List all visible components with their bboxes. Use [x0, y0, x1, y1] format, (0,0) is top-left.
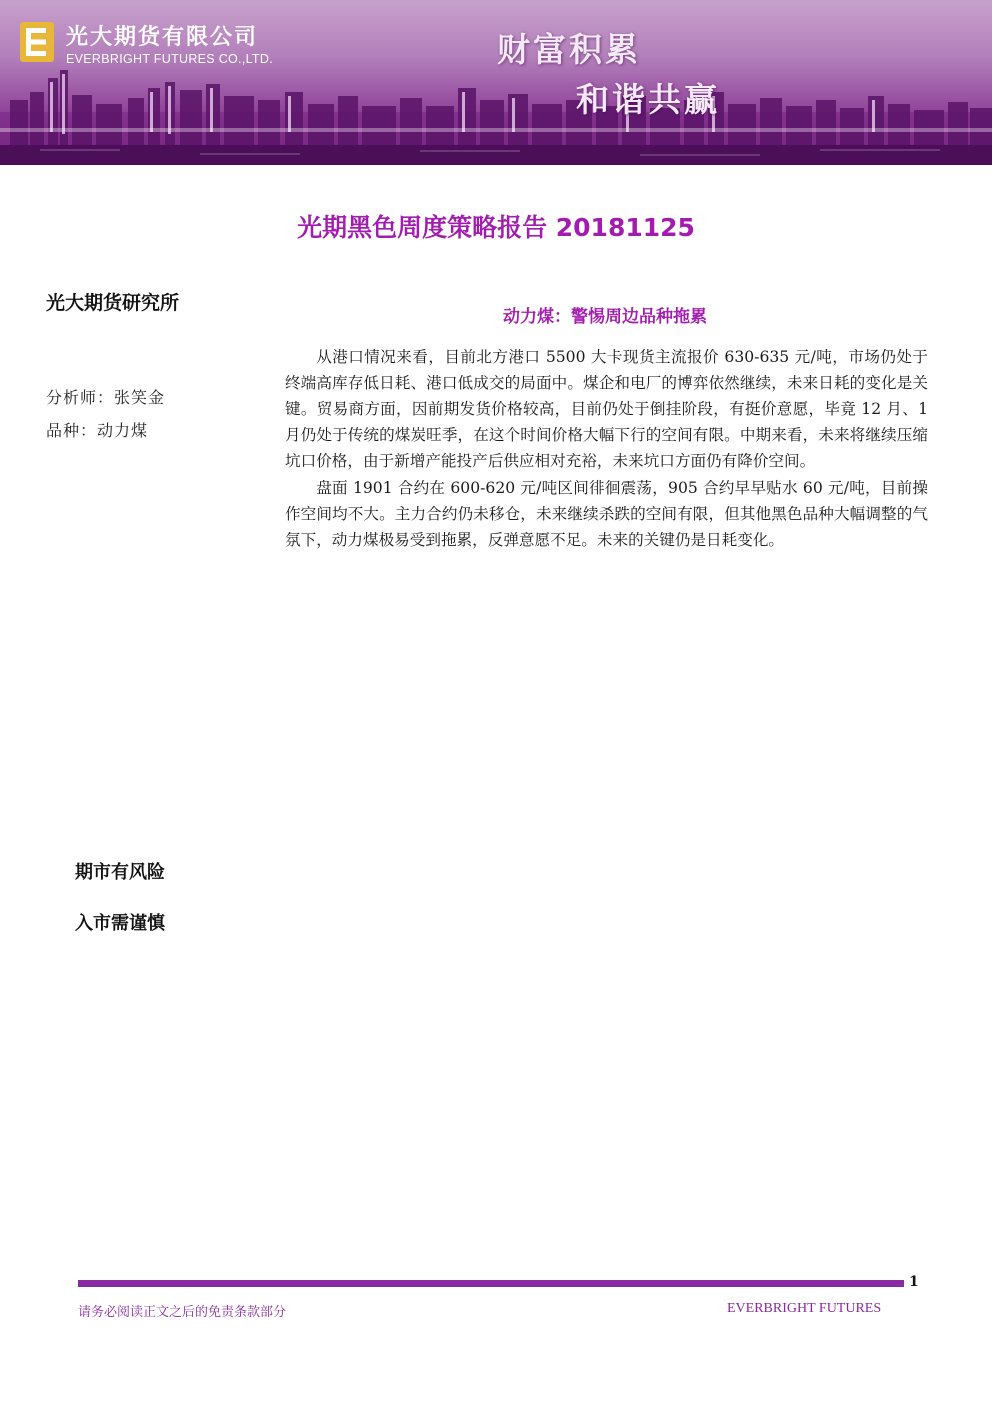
slogan-line-2: 和谐共赢 [576, 80, 720, 119]
footer-company: EVERBRIGHT FUTURES [727, 1301, 882, 1316]
body-paragraph: 盘面 1901 合约在 600-620 元/吨区间徘徊震荡，905 合约早早贴水 60 元/吨，目前操作空间均不大。主力合约仍未移仓，未来继续杀跌的空间有限，但其他黑色品种大幅调整的气氛下，动力煤极易受到拖累，反弹意愿不足。未来的关键仍是日耗变化。 [285, 479, 928, 549]
variety-line: 品种：动力煤 [46, 421, 149, 440]
body-paragraph: 从港口情况来看，目前北方港口 5500 大卡现货主流报价 630-635 元/吨，市场仍处于终端高库存低日耗、港口低成交的局面中。煤企和电厂的博弈依然继续，未来日耗的变化是关键。贸易商方面，因前期发货价格较高，目前仍处于倒挂阶段，有挺价意愿，毕竟 12 月、1 月仍处于传统的煤炭旺季，在这个时间价格大幅下行的空间有限。中期来看，未来将继续压缩坑口价格，由于新增产能投产后供应相对充裕，未来坑口方面仍有降价空间。 [285, 348, 928, 470]
institute-name: 光大期货研究所 [46, 292, 180, 314]
company-name-en: EVERBRIGHT FUTURES CO.,LTD. [66, 52, 273, 66]
report-title: 光期黑色周度策略报告 20181125 [297, 213, 695, 242]
page-number: 1 [909, 1274, 919, 1290]
risk-warning-line-2: 入市需谨慎 [75, 913, 165, 934]
company-logo-icon [20, 22, 54, 62]
footer-disclaimer: 请务必阅读正文之后的免责条款部分 [78, 1305, 287, 1320]
header-banner [0, 0, 992, 165]
report-body [285, 344, 928, 554]
footer-divider [78, 1280, 904, 1287]
analyst-line: 分析师：张笑金 [46, 388, 166, 407]
section-heading: 动力煤：警惕周边品种拖累 [503, 307, 707, 327]
company-name-cn: 光大期货有限公司 [66, 25, 259, 50]
slogan-line-1: 财富积累 [497, 30, 641, 69]
risk-warning-line-1: 期市有风险 [75, 862, 165, 883]
